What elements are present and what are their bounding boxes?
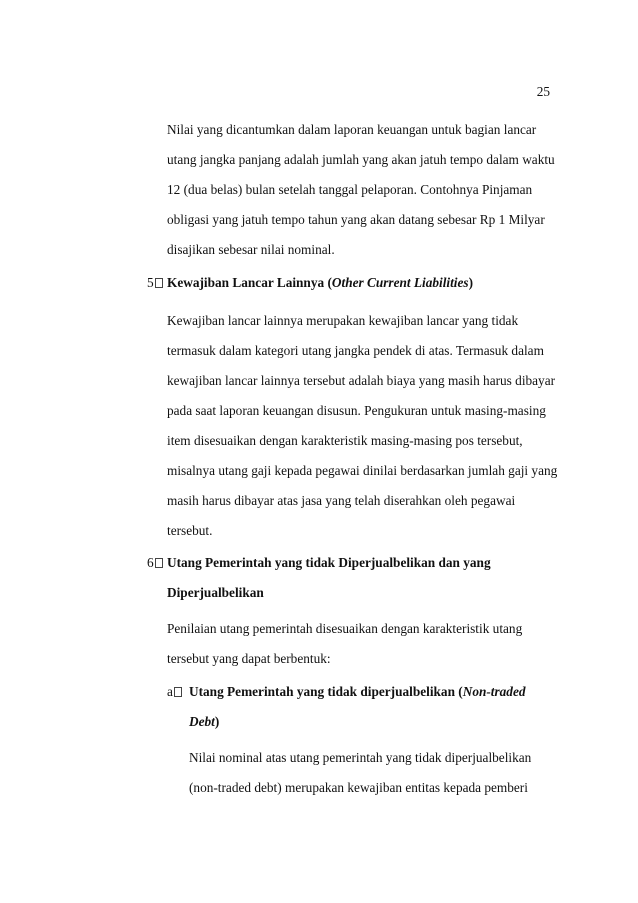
section-number-text: 6 xyxy=(147,555,154,570)
section-number xyxy=(147,555,163,571)
text-line: masih harus dibayar atas jasa yang telah diserahkan oleh pegawai xyxy=(167,493,516,508)
page-number: 25 xyxy=(536,84,550,99)
section-heading xyxy=(167,275,473,291)
missing-glyph-box-icon xyxy=(174,687,182,697)
missing-glyph-box-icon xyxy=(155,278,163,288)
section-heading-line-2: Diperjualbelikan xyxy=(167,585,264,600)
text-line: item disesuaikan dengan karakteristik masing-masing pos tersebut, xyxy=(167,433,523,448)
heading-prefix: Utang Pemerintah yang tidak diperjualbelikan ( xyxy=(189,684,463,699)
heading-italic: Non-traded xyxy=(462,684,526,699)
text-line: tersebut. xyxy=(167,523,213,538)
heading-suffix: ) xyxy=(214,714,220,729)
text-line: Nilai yang dicantumkan dalam laporan keuangan untuk bagian lancar xyxy=(167,122,537,137)
heading-prefix: Kewajiban Lancar Lainnya ( xyxy=(167,275,332,290)
text-line: Kewajiban lancar lainnya merupakan kewajiban lancar yang tidak xyxy=(167,313,519,328)
text-line: pada saat laporan keuangan disusun. Pengukuran untuk masing-masing xyxy=(167,403,546,418)
missing-glyph-box-icon xyxy=(155,558,163,568)
text-line: tersebut yang dapat berbentuk: xyxy=(167,651,331,666)
text-line: Nilai nominal atas utang pemerintah yang tidak diperjualbelikan xyxy=(189,750,532,765)
text-line: termasuk dalam kategori utang jangka pendek di atas. Termasuk dalam xyxy=(167,343,544,358)
text-line: Penilaian utang pemerintah disesuaikan dengan karakteristik utang xyxy=(167,621,523,636)
text-line: utang jangka panjang adalah jumlah yang akan jatuh tempo dalam waktu xyxy=(167,152,555,167)
section-number-text: 5 xyxy=(147,275,154,290)
heading-italic: Debt xyxy=(189,714,215,729)
text-line: misalnya utang gaji kepada pegawai dinilai berdasarkan jumlah gaji yang xyxy=(167,463,558,478)
text-line: disajikan sebesar nilai nominal. xyxy=(167,242,335,257)
text-line: obligasi yang jatuh tempo tahun yang akan datang sebesar Rp 1 Milyar xyxy=(167,212,545,227)
subsection-heading-line-1 xyxy=(189,684,526,700)
text-line: 12 (dua belas) bulan setelah tanggal pelaporan. Contohnya Pinjaman xyxy=(167,182,533,197)
subsection-heading-line-2 xyxy=(189,714,219,730)
section-heading-line-1: Utang Pemerintah yang tidak Diperjualbelikan dan yang xyxy=(167,555,491,570)
heading-suffix: ) xyxy=(468,275,474,290)
section-number xyxy=(147,275,163,291)
heading-italic: Other Current Liabilities xyxy=(331,275,469,290)
subsection-letter xyxy=(167,684,182,700)
text-line: kewajiban lancar lainnya tersebut adalah biaya yang masih harus dibayar xyxy=(167,373,556,388)
text-line: (non-traded debt) merupakan kewajiban entitas kepada pemberi xyxy=(189,780,528,795)
subsection-letter-text: a xyxy=(167,684,173,699)
